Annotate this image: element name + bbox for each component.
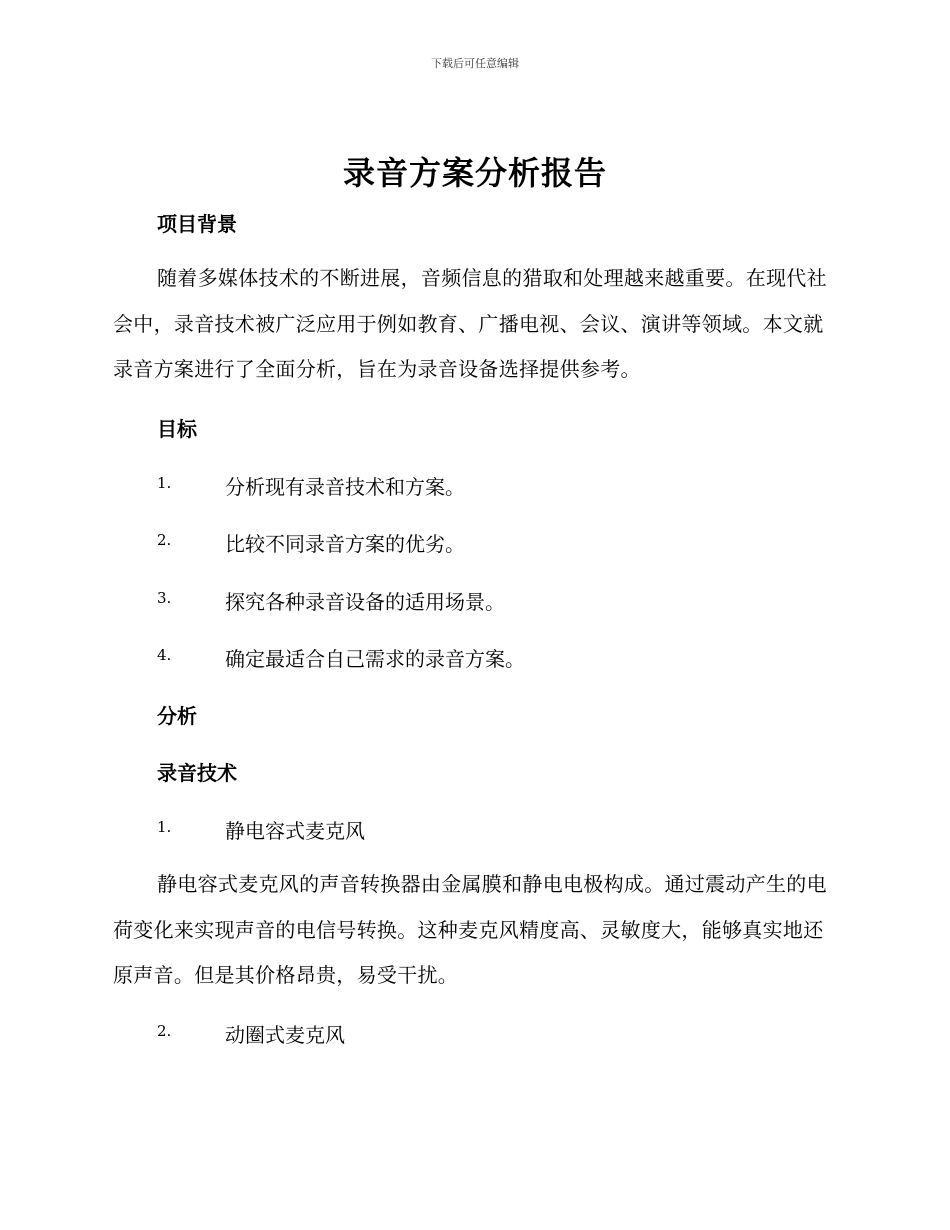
- list-number: 3.: [157, 589, 172, 607]
- list-text: 确定最适合自己需求的录音方案。: [225, 647, 525, 671]
- list-text: 动圈式麦克风: [225, 1023, 345, 1047]
- section-heading-goals: 目标: [157, 417, 197, 441]
- document-title: 录音方案分析报告: [342, 154, 607, 192]
- section-heading-analysis: 分析: [157, 704, 197, 728]
- list-number: 2.: [157, 531, 172, 549]
- list-number: 2.: [157, 1022, 172, 1040]
- list-number: 1.: [157, 474, 172, 492]
- subheading-recording-tech: 录音技术: [157, 761, 237, 785]
- list-text: 分析现有录音技术和方案。: [225, 475, 465, 499]
- background-paragraph: 随着多媒体技术的不断进展，音频信息的猎取和处理越来越重要。在现代社会中，录音技术被广泛应用于例如教育、广播电视、会议、演讲等领域。本文就录音方案进行了全面分析，旨在为录音设备选择提供参考。: [113, 266, 827, 381]
- section-heading-background: 项目背景: [157, 212, 237, 236]
- list-number: 4.: [157, 646, 172, 664]
- page-header-note: 下载后可任意编辑: [431, 57, 519, 70]
- list-number: 1.: [157, 818, 172, 836]
- list-text: 探究各种录音设备的适用场景。: [225, 590, 505, 614]
- list-text: 比较不同录音方案的优劣。: [225, 532, 465, 556]
- list-text: 静电容式麦克风: [225, 819, 365, 843]
- condenser-mic-paragraph: 静电容式麦克风的声音转换器由金属膜和静电电极构成。通过震动产生的电荷变化来实现声音的电信号转换。这种麦克风精度高、灵敏度大，能够真实地还原声音。但是其价格昂贵，易受干扰。: [113, 872, 827, 987]
